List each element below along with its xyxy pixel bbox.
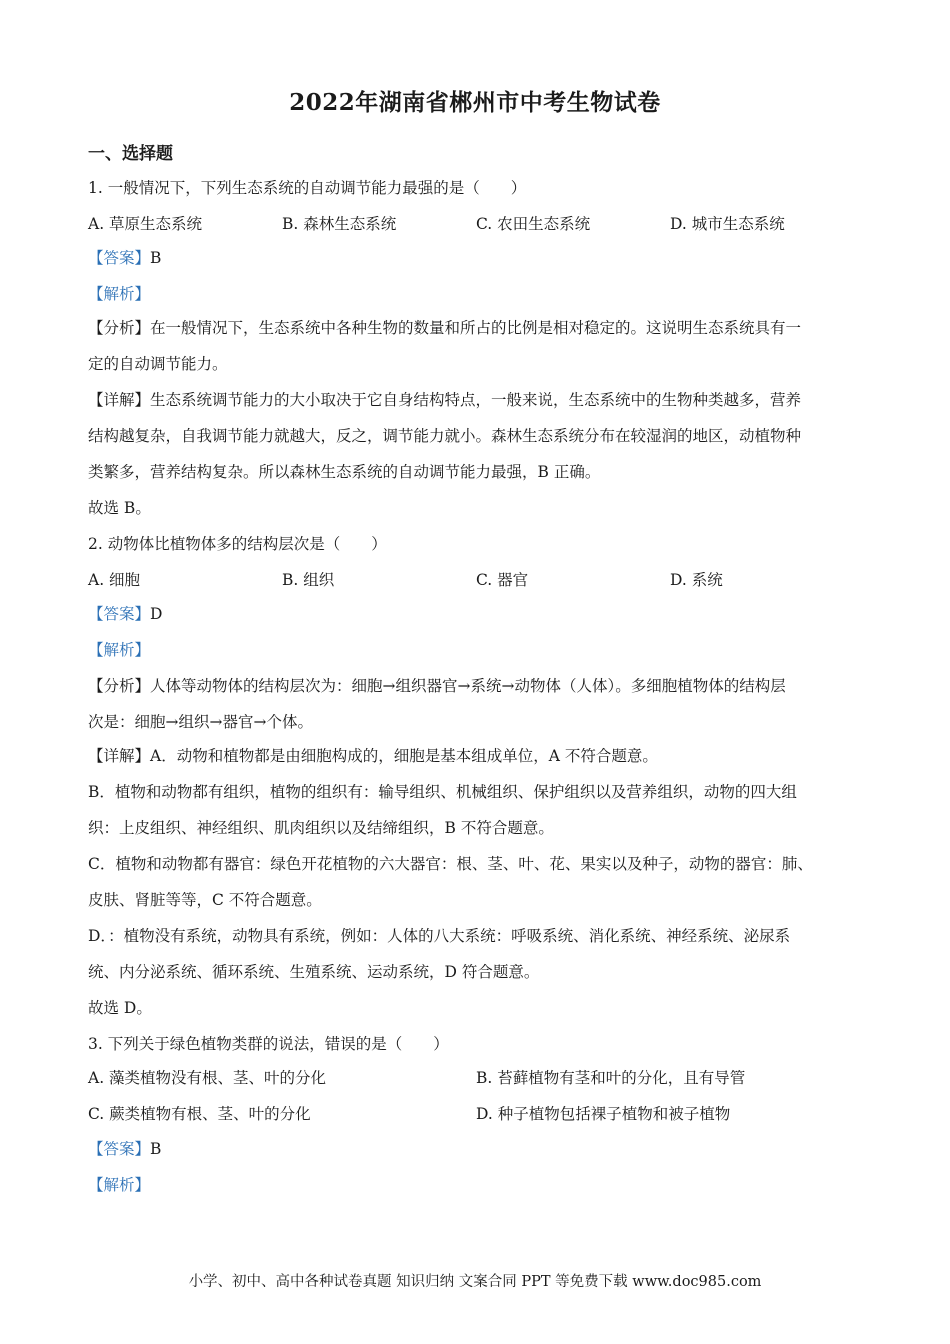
- answer-value: B: [150, 1140, 162, 1158]
- q2-option-d: D. 系统: [670, 571, 723, 589]
- q1-xiangjie-line: 结构越复杂，自我调节能力就越大，反之，调节能力就小。森林生态系统分布在较湿润的地区，动植物种: [88, 427, 802, 445]
- q2-option-b: B. 组织: [282, 571, 335, 589]
- q3-analysis-tag: 【解析】: [88, 1176, 151, 1194]
- xiangjie-tag: 【详解】: [88, 391, 151, 409]
- q2-analysis-tag: 【解析】: [88, 641, 151, 659]
- section-heading: 一、选择题: [88, 144, 173, 164]
- fenxi-text: 在一般情况下，生态系统中各种生物的数量和所占的比例是相对稳定的。这说明生态系统具有一: [150, 319, 802, 337]
- xiangjie-text: 生态系统调节能力的大小取决于它自身结构特点，一般来说，生态系统中的生物种类越多，营养: [150, 391, 802, 409]
- q2-xiangjie-line: 织：上皮组织、神经组织、肌肉组织以及结缔组织，B 不符合题意。: [88, 819, 554, 837]
- q2-xiangjie-line: B．植物和动物都有组织，植物的组织有：输导组织、机械组织、保护组织以及营养组织，动物的四大组: [88, 783, 797, 801]
- q1-analysis-tag: 【解析】: [88, 285, 151, 303]
- q2-fenxi-line: 次是：细胞→组织→器官→个体。: [88, 713, 313, 731]
- q1-fenxi-line: [88, 318, 868, 338]
- answer-tag: 【答案】: [88, 249, 151, 267]
- q2-answer: [88, 604, 868, 624]
- answer-value: D: [150, 605, 163, 623]
- q2-xiangjie-line: [88, 746, 868, 766]
- fenxi-text: 人体等动物体的结构层次为：细胞→组织器官→系统→动物体（人体）。多细胞植物体的结构层: [150, 677, 786, 695]
- q3-option-c: C. 蕨类植物有根、茎、叶的分化: [88, 1105, 311, 1123]
- q3-option-d: D. 种子植物包括裸子植物和被子植物: [476, 1105, 731, 1123]
- q2-stem: 2. 动物体比植物体多的结构层次是（ ）: [88, 535, 387, 553]
- q1-stem: 1. 一般情况下，下列生态系统的自动调节能力最强的是（ ）: [88, 179, 527, 197]
- q1-xiangjie-line: 类繁多，营养结构复杂。所以森林生态系统的自动调节能力最强，B 正确。: [88, 463, 601, 481]
- q2-conclusion: 故选 D。: [88, 999, 152, 1017]
- q1-fenxi-line: 定的自动调节能力。: [88, 355, 228, 373]
- answer-tag: 【答案】: [88, 1140, 151, 1158]
- q1-conclusion: 故选 B。: [88, 499, 151, 517]
- answer-tag: 【答案】: [88, 605, 151, 623]
- fenxi-tag: 【分析】: [88, 319, 151, 337]
- page-footer: 小学、初中、高中各种试卷真题 知识归纳 文案合同 PPT 等免费下载 www.doc985.com: [188, 1274, 762, 1290]
- q2-fenxi-line: [88, 676, 868, 696]
- q1-option-d: D. 城市生态系统: [670, 215, 785, 233]
- q1-xiangjie-line: [88, 390, 868, 410]
- q2-xiangjie-line: 统、内分泌系统、循环系统、生殖系统、运动系统，D 符合题意。: [88, 963, 540, 981]
- q3-stem: 3. 下列关于绿色植物类群的说法，错误的是（ ）: [88, 1035, 449, 1053]
- q2-xiangjie-line: 皮肤、肾脏等等，C 不符合题意。: [88, 891, 322, 909]
- q1-option-c: C. 农田生态系统: [476, 215, 591, 233]
- q2-option-c: C. 器官: [476, 571, 529, 589]
- q3-option-a: A. 藻类植物没有根、茎、叶的分化: [88, 1069, 327, 1087]
- q1-answer: [88, 248, 868, 268]
- q3-option-b: B. 苔藓植物有茎和叶的分化，且有导管: [476, 1069, 746, 1087]
- page-title: 2022年湖南省郴州市中考生物试卷: [289, 89, 661, 116]
- answer-value: B: [150, 249, 162, 267]
- q3-answer: [88, 1139, 868, 1159]
- q1-option-a: A. 草原生态系统: [88, 215, 203, 233]
- q2-xiangjie-line: C．植物和动物都有器官：绿色开花植物的六大器官：根、茎、叶、花、果实以及种子，动物的器官：肺、: [88, 855, 813, 873]
- q2-option-a: A. 细胞: [88, 571, 141, 589]
- q1-option-b: B. 森林生态系统: [282, 215, 397, 233]
- q2-xiangjie-line: D．：植物没有系统，动物具有系统，例如：人体的八大系统：呼吸系统、消化系统、神经系统、泌尿系: [88, 927, 791, 945]
- xiangjie-tag: 【详解】: [88, 747, 151, 765]
- fenxi-tag: 【分析】: [88, 677, 151, 695]
- xiangjie-text: A．动物和植物都是由细胞构成的，细胞是基本组成单位，A 不符合题意。: [150, 747, 658, 765]
